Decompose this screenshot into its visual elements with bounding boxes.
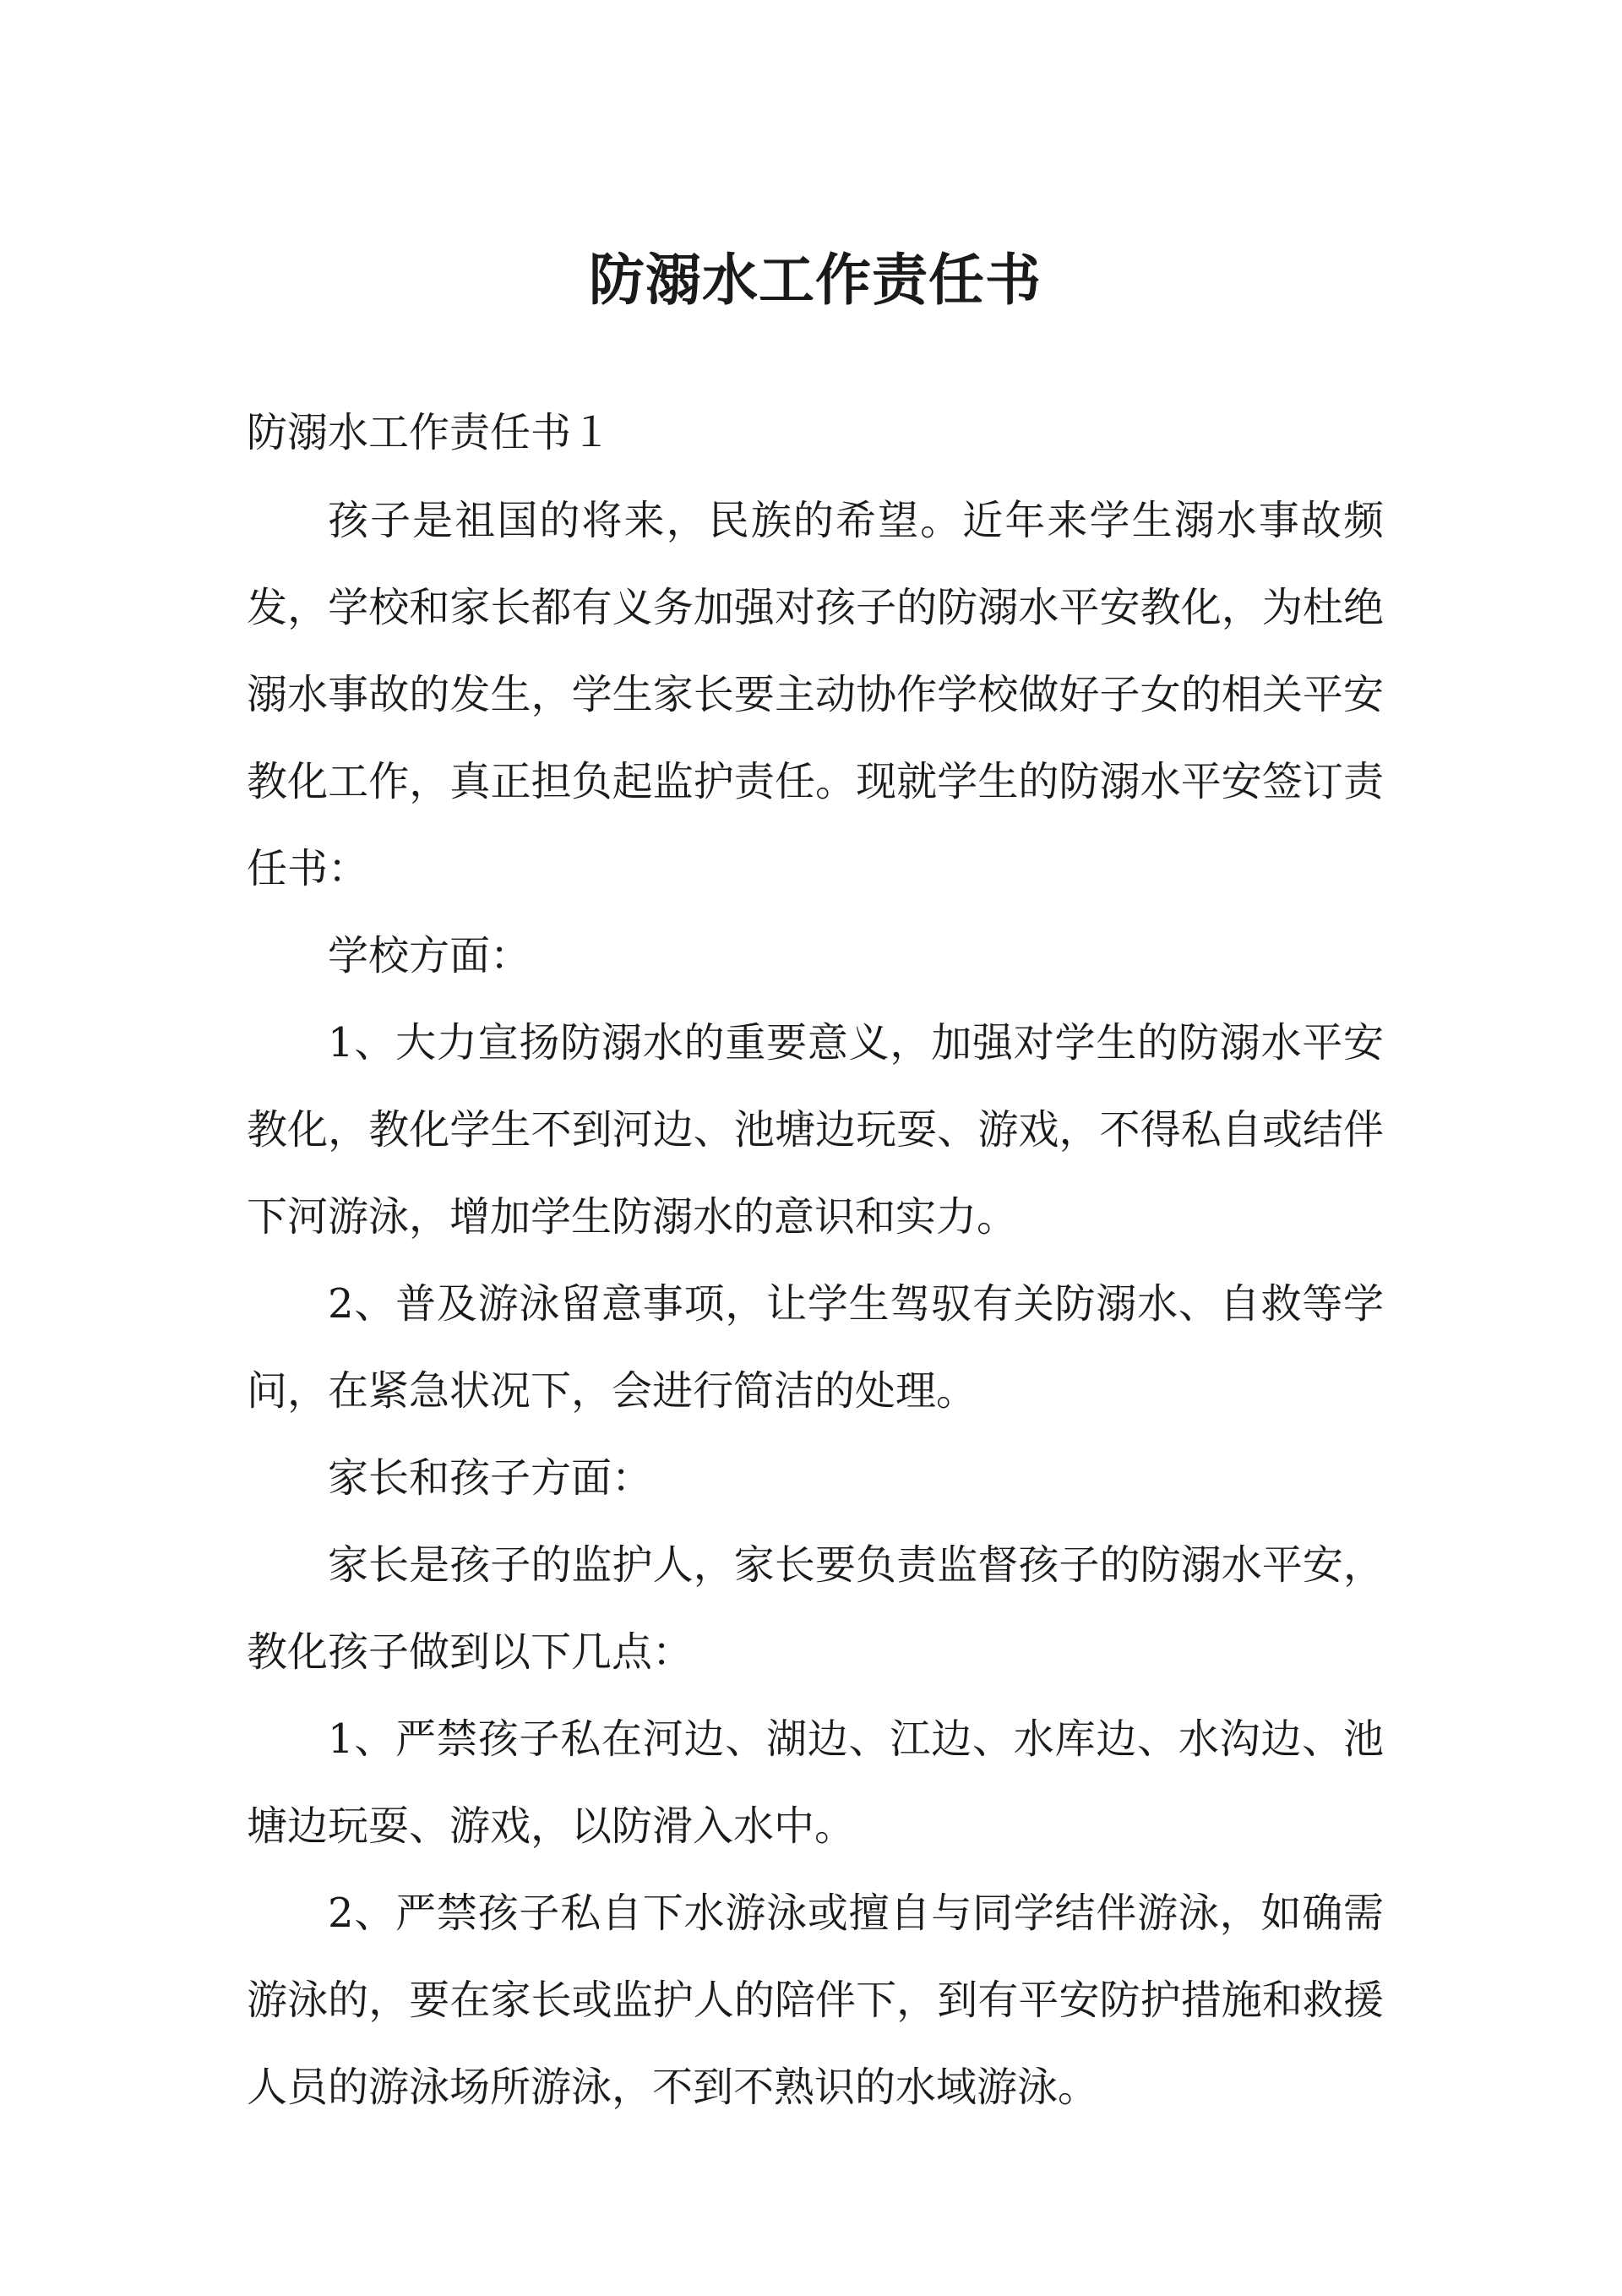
paragraph-parents-heading: 家长和孩子方面：	[328, 1454, 653, 1502]
paragraph-school-item-1: 1、大力宣扬防溺水的重要意义，加强对学生的防溺水平安教化，教化学生不到河边、池塘边玩耍、游戏，不得私自或结伴下河游泳，增加学生防溺水的意识和实力。	[247, 1019, 1384, 1241]
paragraph-school-heading: 学校方面：	[328, 932, 531, 979]
paragraph-parents-item-1: 1、严禁孩子私在河边、湖边、江边、水库边、水沟边、池塘边玩耍、游戏，以防滑入水中。	[247, 1715, 1384, 1850]
paragraph-intro: 孩子是祖国的将来，民族的希望。近年来学生溺水事故频发，学校和家长都有义务加强对孩子的防溺水平安教化，为杜绝溺水事故的发生，学生家长要主动协作学校做好子女的相关平安教化工作，真正担负起监护责任。现就学生的防溺水平安签订责任书：	[247, 497, 1384, 892]
document-body	[247, 477, 1384, 2131]
paragraph-parents-item-2: 2、严禁孩子私自下水游泳或擅自与同学结伴游泳，如确需游泳的，要在家长或监护人的陪伴下，到有平安防护措施和救援人员的游泳场所游泳，不到不熟识的水域游泳。	[247, 1890, 1384, 2111]
document-title: 防溺水工作责任书	[589, 247, 1042, 313]
section-title: 防溺水工作责任书１	[247, 409, 612, 456]
paragraph-school-item-2: 2、普及游泳留意事项，让学生驾驭有关防溺水、自救等学问，在紧急状况下，会进行简洁的处理。	[247, 1280, 1384, 1415]
paragraph-parents-intro: 家长是孩子的监护人，家长要负责监督孩子的防溺水平安，教化孩子做到以下几点：	[247, 1541, 1384, 1676]
